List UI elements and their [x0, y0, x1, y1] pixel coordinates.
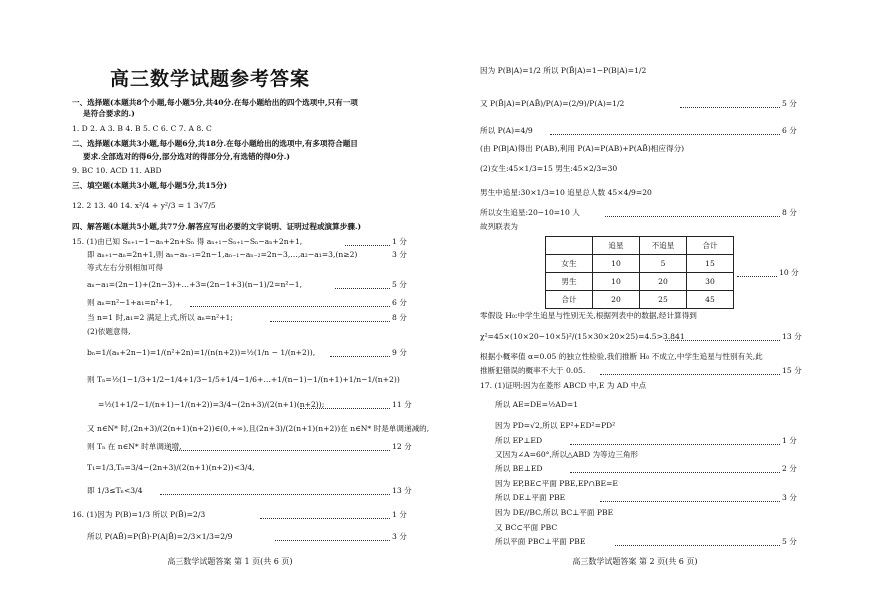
leader-dots [160, 494, 390, 495]
q15-line-8: bₙ=1/(aₙ+2n−1)=1/(n²+2n)=1/(n(n+2))=½(1/n − 1/(n+2)), [87, 348, 316, 357]
leader-dots [600, 501, 780, 502]
score: 5 分 [782, 99, 797, 108]
page-footer: 高三数学试题答案 第 2 页(共 6 页) [572, 557, 698, 566]
table-cell: 25 [640, 291, 687, 309]
q15-line-4: aₙ−a₁=(2n−1)+(2n−3)+…+3=(2n−1+3)(n−1)/2=n²−1, [87, 280, 303, 289]
score: 9 分 [392, 348, 407, 357]
q16-line-13: 推断犯错误的概率不大于 0.05. [480, 366, 586, 375]
score: 3 分 [392, 250, 407, 259]
q17-line-9: 因为 DE//BC,所以 BC⊥平面 PBE [495, 508, 614, 517]
contingency-table [545, 236, 734, 309]
q16-line-6: (2)女生:45×1/3=15 男生:45×2/3=30 [480, 164, 618, 173]
score: 5 分 [392, 280, 407, 289]
score: 13 分 [392, 486, 412, 495]
leader-dots [275, 540, 390, 541]
table-cell: 20 [593, 291, 640, 309]
q15-line-14: 即 1/3≤Tₙ<3/4 [87, 486, 143, 495]
q16-line-9: 故列联表为 [480, 222, 518, 231]
table-cell: 合计 [546, 291, 593, 309]
table-cell: 男生 [546, 273, 593, 291]
section-1-header: 一、选择题(本题共8个小题,每小题5分,共40分.在每小题给出的四个选项中,只有一项 [72, 98, 358, 107]
table-row [546, 255, 734, 273]
q16-line-5: 所以 P(A)=4/9 [480, 126, 533, 135]
leader-dots [270, 321, 390, 322]
q17-line-8: 所以 DE⊥平面 PBE [495, 493, 566, 502]
q16-line-2: 所以 P(AB̄)=P(B̄)·P(A|B̄)=2/3×1/3=2/9 [87, 532, 233, 541]
q17-line-7: 因为 EP,BE⊂平面 PBE,EP∩BE=E [495, 479, 618, 488]
q15-line-2: 即 aₙ₊₁−aₙ=2n+1,则 aₙ−aₙ₋₁=2n−1,aₙ₋₁−aₙ₋₂=2n−3,…,a₂−a₁=3,(n≥2) [87, 250, 358, 259]
leader-dots [345, 245, 390, 246]
fill-answers: 12. 2 13. 40 14. x²/4 + y²/3 = 1 3√7/5 [72, 201, 216, 210]
score: 3 分 [782, 493, 797, 502]
score: 6 分 [782, 126, 797, 135]
q17-line-4: 所以 EP⊥ED [495, 436, 543, 445]
leader-dots [550, 134, 780, 135]
q16-line-11: χ²=45×(10×20−10×5)²/(15×30×20×25)=4.5>3.841 [480, 332, 685, 341]
score: 5 分 [782, 537, 797, 546]
q16-line-12: 根据小概率值 α=0.05 的独立性检验,我们推断 H₀ 不成立,中学生追星与性别有关,此 [480, 352, 763, 361]
table-header-cell: 不追星 [640, 237, 687, 255]
section-2-header: 二、选择题(本题共3小题,每小题6分,共18分.在每小题给出的选项中,有多项符合题目 [72, 139, 358, 148]
score: 15 分 [782, 366, 802, 375]
page-footer: 高三数学试题答案 第 1 页(共 6 页) [167, 557, 293, 566]
q15-line-3: 等式左右分别相加可得 [87, 263, 163, 272]
q17-line-11: 所以平面 PBC⊥平面 PBE [495, 537, 586, 546]
score: 11 分 [392, 400, 412, 409]
table-cell: 5 [640, 255, 687, 273]
q15-line-10: =½(1+1/2−1/(n+1)−1/(n+2))=3/4−(2n+3)/(2(n+1)(n+2)); [98, 400, 325, 409]
page-title: 高三数学试题参考答案 [109, 68, 310, 90]
q15-line-1: 15. (1)由已知 Sₙ₊₁−1−aₙ+2n+Sₙ 得 aₙ₊₁−Sₙ₊₁−Sₙ−aₙ+2n+1, [72, 237, 303, 246]
q15-line-7: (2)依题意得, [87, 327, 131, 336]
score: 1 分 [392, 237, 407, 246]
score: 8 分 [782, 208, 797, 217]
score: 13 分 [782, 332, 802, 341]
score: 1 分 [392, 510, 407, 519]
q16-line-7: 男生中追星:30×1/3=10 追星总人数 45×4/9=20 [480, 188, 652, 197]
table-cell: 20 [640, 273, 687, 291]
leader-dots [300, 408, 390, 409]
leader-dots [600, 374, 780, 375]
q15-line-9: 则 Tₙ=½(1−1/3+1/2−1/4+1/3−1/5+1/4−1/6+…+1/(n−1)−1/(n+1)+1/n−1/(n+2)) [87, 375, 400, 384]
right-page [435, 0, 870, 606]
leader-dots [260, 518, 390, 519]
leader-dots [605, 216, 780, 217]
multi-choice-answers: 9. BC 10. ACD 11. ABD [72, 166, 162, 175]
score: 3 分 [392, 532, 407, 541]
leader-dots [665, 340, 780, 341]
q15-line-11: 又 n∈N* 时,(2n+3)/(2(n+1)(n+2))∈(0,+∞),且(2n+3)/(2(n+1)(n+2))在 n∈N* 时是单调递减的, [87, 424, 430, 433]
section-4-header: 四、解答题(本题共5小题,共77分.解答应写出必要的文字说明、证明过程或演算步骤.) [72, 222, 362, 231]
table-cell: 10 [593, 273, 640, 291]
q17-line-5: 又因为∠A=60°,所以△ABD 为等边三角形 [495, 450, 639, 459]
score: 12 分 [392, 442, 412, 451]
leader-dots [330, 356, 390, 357]
section-2-header-cont: 要求.全部选对的得6分,部分选对的得部分分,有选错的得0分.) [83, 152, 290, 161]
table-header-cell: 追星 [593, 237, 640, 255]
leader-dots [615, 545, 780, 546]
q17-line-10: 又 BC⊂平面 PBC [495, 523, 558, 532]
table-cell: 15 [687, 255, 734, 273]
leader-dots [680, 107, 780, 108]
q16-line-4: 又 P(B̄|A)=P(AB̄)/P(A)=(2/9)/P(A)=1/2 [480, 99, 625, 108]
table-row [546, 273, 734, 291]
score: 1 分 [782, 436, 797, 445]
q17-line-6: 所以 BE⊥ED [495, 464, 543, 473]
q17-line-2: 所以 AE=DE=½AD=1 [495, 400, 579, 409]
leader-dots [170, 450, 390, 451]
score: 10 分 [779, 268, 799, 277]
q15-line-5: 则 aₙ=n²−1+a₁=n²+1, [87, 298, 173, 307]
table-cell [546, 237, 593, 255]
score: 6 分 [392, 298, 407, 307]
q16-line-1: 16. (1)因为 P(B)=1/3 所以 P(B̄)=2/3 [72, 510, 206, 519]
q17-line-1: 17. (1)证明:因为在菱形 ABCD 中,E 为 AD 中点 [480, 381, 647, 390]
leader-dots [570, 444, 780, 445]
q15-line-6: 当 n=1 时,a₁=2 满足上式,所以 aₙ=n²+1; [87, 313, 233, 322]
score: 8 分 [392, 313, 407, 322]
choice-answers: 1. D 2. A 3. B 4. B 5. C 6. C 7. A 8. C [72, 124, 212, 133]
q16-line-10: 零假设 H₀:中学生追星与性别无关,根据列表中的数据,经计算得到 [480, 311, 697, 320]
table-row [546, 291, 734, 309]
score: 2 分 [782, 464, 797, 473]
leader-dots [570, 472, 780, 473]
q16-note: (由 P(B|A)得出 P(AB),利用 P(A)=P(AB)+P(AB̄)相应得分) [480, 144, 685, 153]
section-1-header-cont: 是符合要求的.) [83, 109, 135, 118]
leader-dots [335, 288, 390, 289]
q17-line-3: 因为 PD=√2,所以 EP²+ED²=PD² [495, 421, 616, 430]
q15-line-12: 则 Tₙ 在 n∈N* 时单调递增, [87, 442, 182, 451]
leader-dots [737, 276, 777, 277]
q16-line-8: 所以女生追星:20−10=10 人 [480, 208, 580, 217]
table-header-cell: 合计 [687, 237, 734, 255]
q16-line-3: 因为 P(B|A)=1/2 所以 P(B̄|A)=1−P(B|A)=1/2 [480, 66, 647, 75]
table-cell: 30 [687, 273, 734, 291]
table-cell: 10 [593, 255, 640, 273]
leader-dots [190, 306, 390, 307]
table-cell: 45 [687, 291, 734, 309]
q15-line-13: T₁=1/3,Tₙ=3/4−(2n+3)/(2(n+1)(n+2))<3/4, [87, 463, 255, 472]
section-3-header: 三、填空题(本题共3小题,每小题5分,共15分) [72, 181, 228, 190]
table-header-row [546, 237, 734, 255]
table-cell: 女生 [546, 255, 593, 273]
